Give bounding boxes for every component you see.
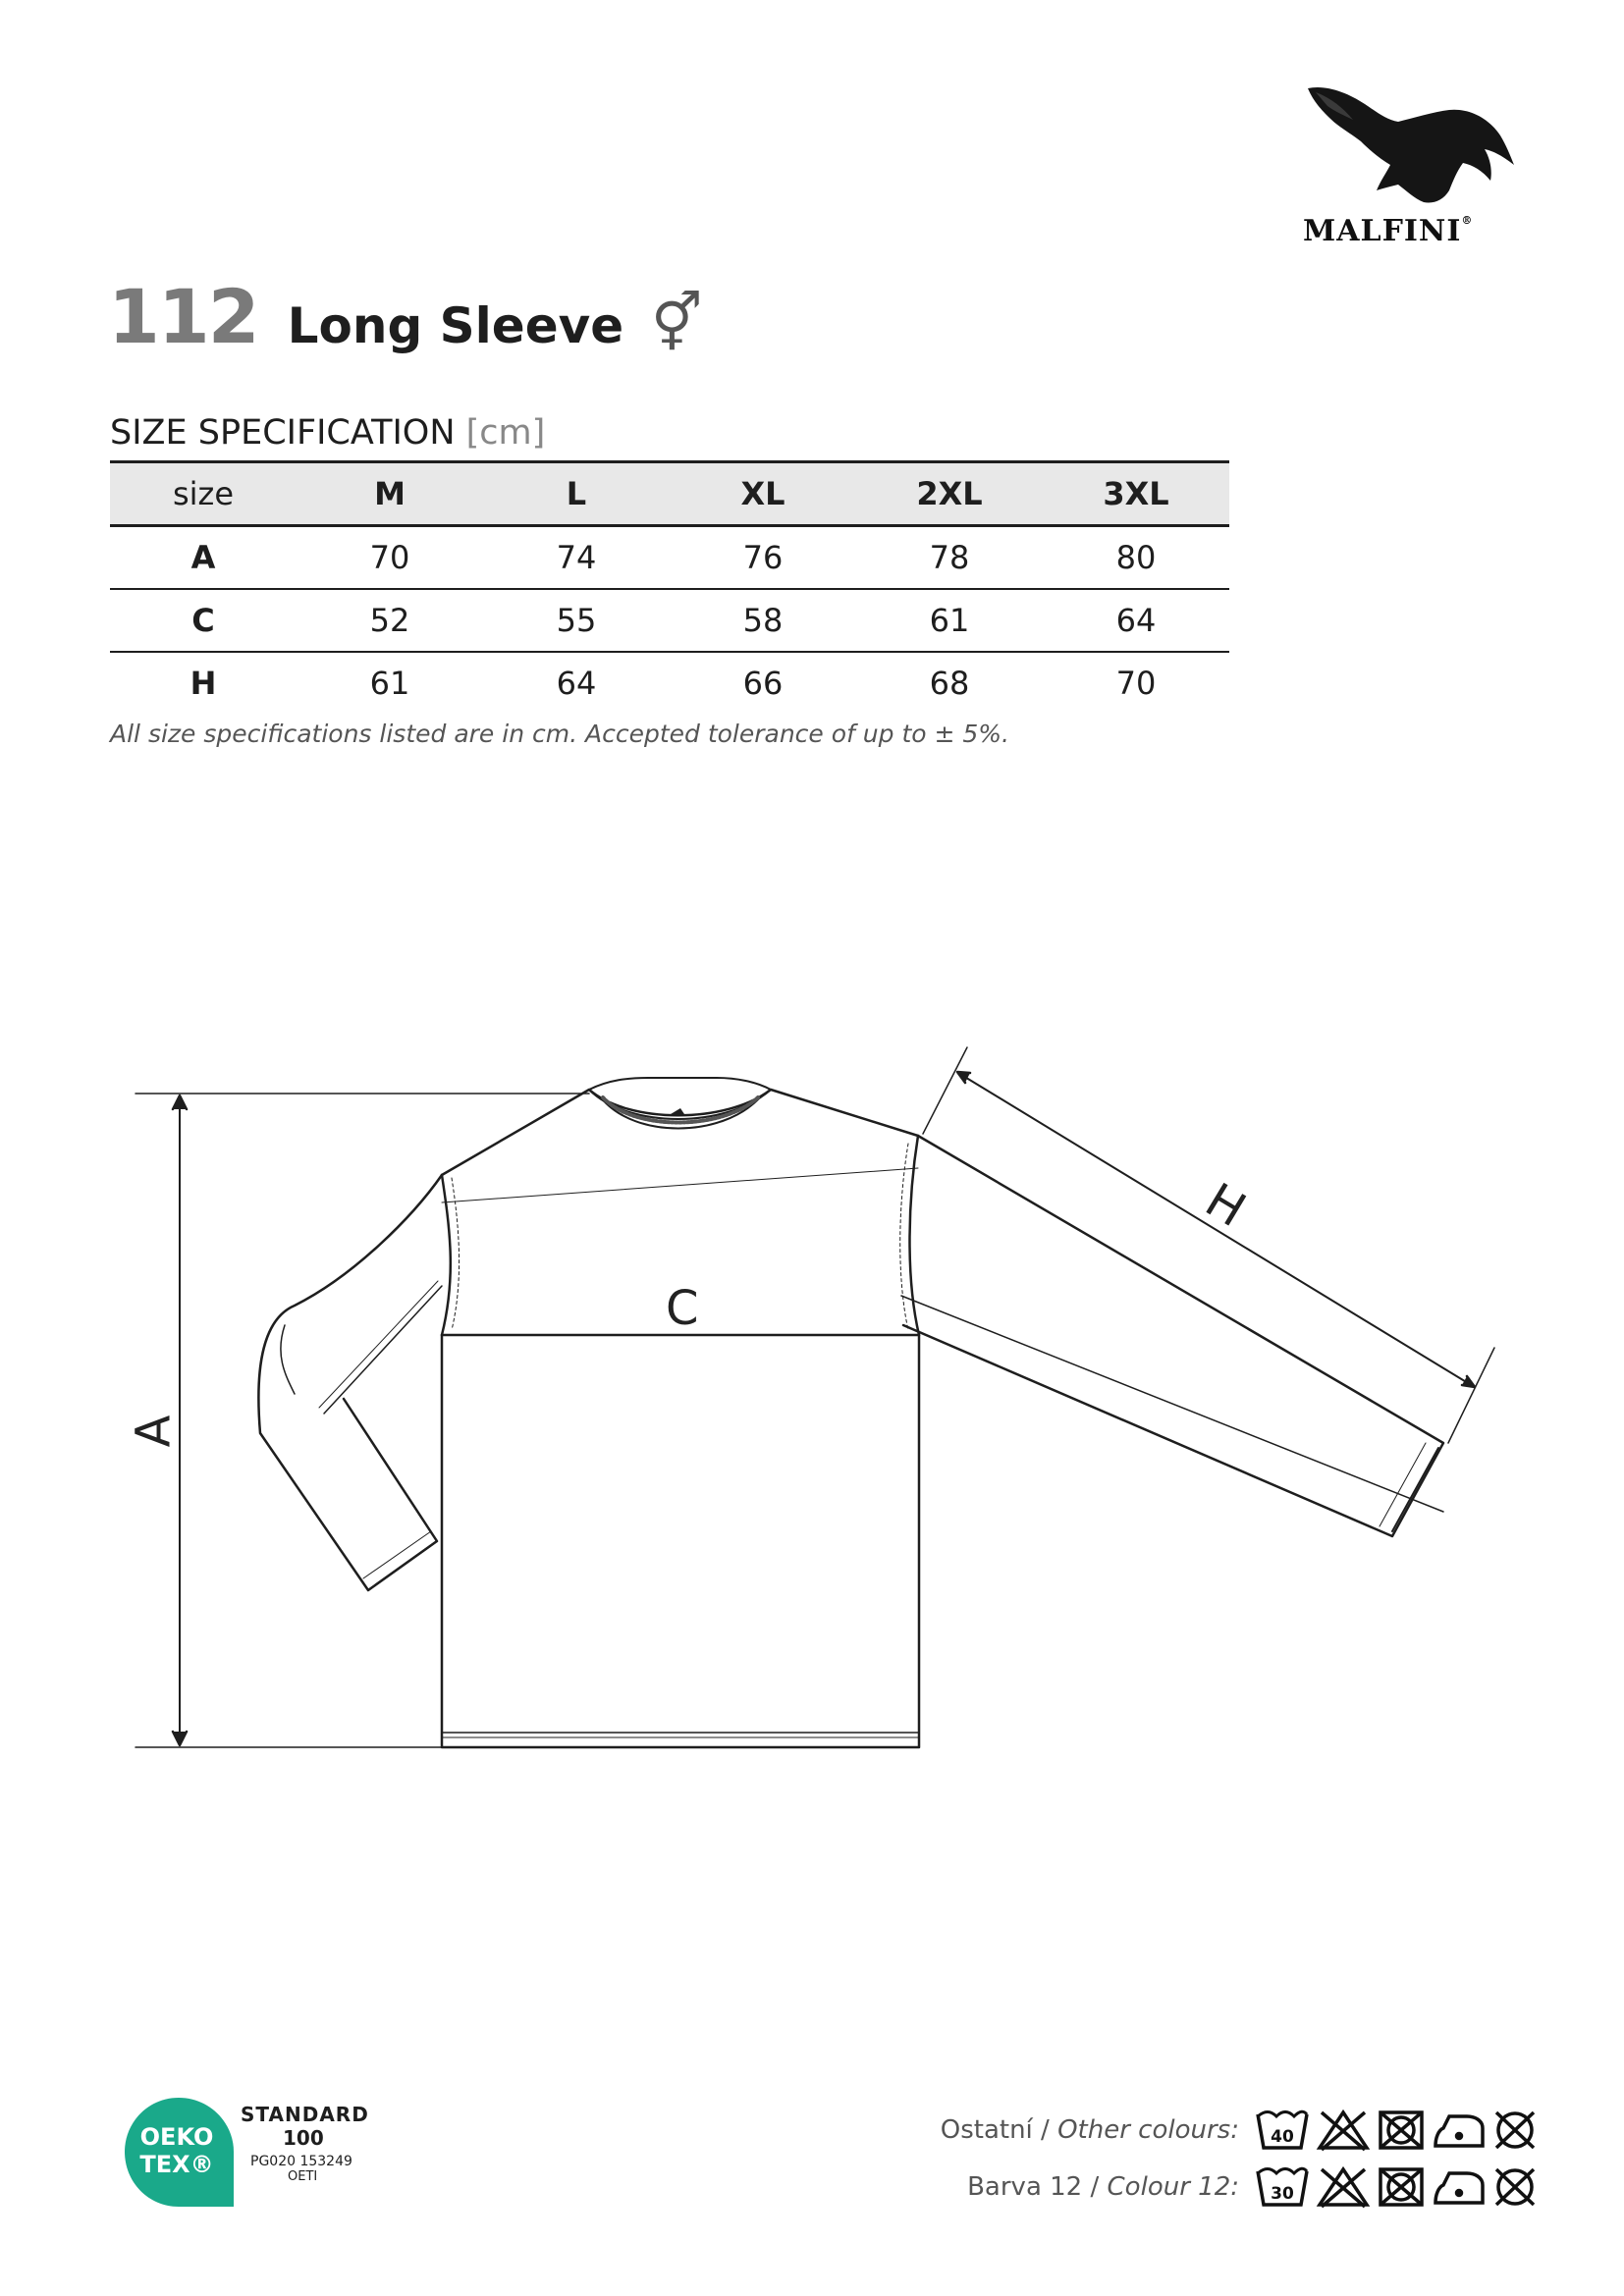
size-spec-heading [110, 413, 545, 453]
standard-number: 100 [283, 2126, 324, 2150]
size-spec-title: SIZE SPECIFICATION [110, 413, 456, 453]
table-cell: 55 [483, 589, 670, 652]
table-row [110, 652, 1229, 714]
size-table-header [110, 462, 1229, 526]
wash-tub-icon [1255, 2165, 1310, 2209]
iron-low-icon [1432, 2109, 1487, 2152]
institute-label: OETI [288, 2169, 318, 2184]
column-header-l: L [483, 462, 670, 526]
brand-logo [1296, 79, 1532, 265]
dimension-a-label: A [126, 1415, 182, 1448]
standard-label: STANDARD [241, 2103, 369, 2126]
brand-name: MALFINI [1303, 214, 1462, 248]
oeko-tex-badge [123, 2096, 236, 2209]
garment-diagram [0, 1011, 1624, 1796]
table-row [110, 526, 1229, 590]
care-label-cz: Ostatní [940, 2115, 1033, 2145]
dimension-a-arrow [135, 1094, 589, 1747]
table-cell: 68 [929, 665, 970, 702]
row-label: A [110, 526, 297, 590]
dimension-h-label: H [1196, 1172, 1255, 1239]
row-label: H [189, 665, 217, 702]
product-number: 112 [108, 273, 258, 360]
registered-mark: ® [1461, 214, 1474, 227]
table-cell: 64 [556, 665, 597, 702]
no-tumble-dry-icon [1377, 2109, 1426, 2152]
tex-label: TEX® [139, 2151, 214, 2178]
size-table [110, 460, 1229, 714]
tolerance-note: All size specifications listed are in cm. Accepted tolerance of up to ± 5%. [110, 720, 1010, 748]
table-cell: 74 [483, 526, 670, 590]
care-icons [1255, 2165, 1538, 2209]
product-name: Long Sleeve [287, 297, 624, 354]
care-label [967, 2172, 1239, 2202]
care-label [941, 2115, 1239, 2145]
certificate-number: PG020 153249 [250, 2154, 352, 2169]
table-cell: 76 [670, 526, 856, 590]
no-dry-clean-icon [1492, 2165, 1538, 2209]
column-header-xl: XL [670, 462, 856, 526]
table-cell: 78 [856, 526, 1043, 590]
table-cell: 58 [670, 589, 856, 652]
dimension-h-arrow [923, 1047, 1494, 1443]
care-row-colour-12 [967, 2165, 1538, 2209]
table-cell: 64 [1043, 589, 1229, 652]
care-label-cz: Barva 12 [967, 2172, 1083, 2202]
table-cell: 61 [369, 665, 410, 702]
eagle-icon [1296, 79, 1532, 216]
care-label-en: Colour 12: [1107, 2172, 1239, 2202]
unisex-icon: ⚥ [651, 290, 703, 356]
care-label-separator: / [1032, 2115, 1058, 2145]
column-header-m: M [297, 462, 483, 526]
care-row-other-colours [941, 2109, 1538, 2152]
iron-low-icon [1432, 2165, 1487, 2209]
table-cell: 66 [742, 665, 784, 702]
table-cell: 61 [856, 589, 1043, 652]
table-cell: 52 [297, 589, 483, 652]
no-tumble-dry-icon [1377, 2165, 1426, 2209]
dimension-c-label: C [666, 1281, 699, 1336]
oeko-tex-standard [241, 2103, 369, 2184]
care-icons [1255, 2109, 1538, 2152]
shirt-body [442, 1078, 919, 1747]
row-label: C [110, 589, 297, 652]
column-header-size: size [110, 462, 297, 526]
svg-text:40: 40 [1271, 2127, 1294, 2147]
left-sleeve [258, 1175, 442, 1590]
no-bleach-icon [1316, 2165, 1371, 2209]
no-dry-clean-icon [1492, 2109, 1538, 2152]
table-row [110, 589, 1229, 652]
size-spec-unit: [cm] [465, 413, 546, 453]
svg-text:30: 30 [1271, 2184, 1294, 2204]
care-label-separator: / [1082, 2172, 1108, 2202]
oeko-label: OEKO [139, 2123, 214, 2151]
page-title [108, 273, 703, 361]
column-header-2xl: 2XL [856, 462, 1043, 526]
right-sleeve [901, 1136, 1443, 1536]
no-bleach-icon [1316, 2109, 1371, 2152]
table-cell: 70 [297, 526, 483, 590]
table-cell: 80 [1043, 526, 1229, 590]
wash-tub-icon [1255, 2109, 1310, 2152]
table-cell: 70 [1115, 665, 1157, 702]
column-header-3xl: 3XL [1043, 462, 1229, 526]
care-label-en: Other colours: [1057, 2115, 1239, 2145]
long-sleeve-shirt-drawing [0, 1011, 1624, 1796]
